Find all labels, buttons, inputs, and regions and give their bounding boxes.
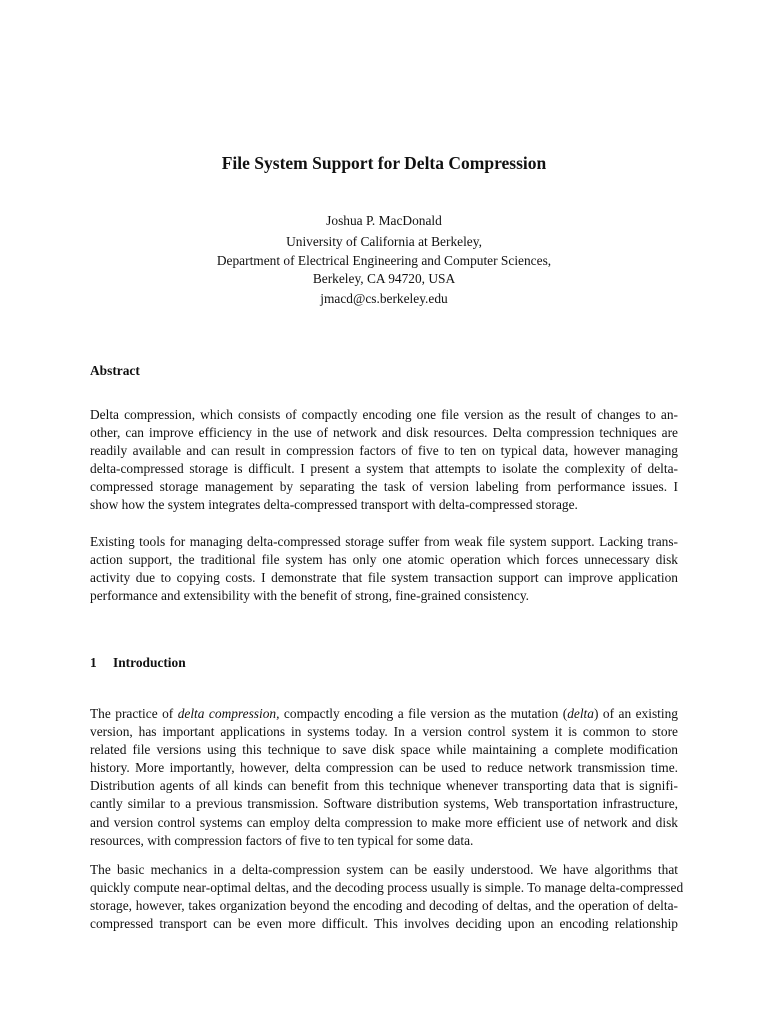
text-line: Existing tools for managing delta-compressed storage suffer from weak file system support. Lacking trans- [90,534,678,549]
text-line: version, has important applications in systems today. In a version control system it is common to store [90,724,678,740]
author-email: jmacd@cs.berkeley.edu [320,291,448,306]
author-affiliation [0,233,768,289]
text-line: resources, with compression factors of five to ten typical for some data. [90,832,474,848]
emphasis-term: delta compression, [177,706,280,721]
text-line: activity due to copying costs. I demonstrate that file system transaction support can improve application [90,570,678,586]
affiliation-line: Department of Electrical Engineering and Computer Sciences, [216,252,552,268]
intro-paragraph-1 [90,705,678,850]
text-line: delta-compressed storage is difficult. I present a system that attempts to isolate the complexity of delta- [90,461,678,477]
text-line: related file versions using this technique to save disk space while maintaining a complete modification [90,742,678,758]
abstract-paragraph-2 [90,533,678,605]
text-line: storage, however, takes organization beyond the encoding and decoding of deltas, and the operation of delta- [90,898,678,914]
affiliation-line: University of California at Berkeley, [286,234,482,249]
text-line: compressed transport can be even more difficult. This involves deciding upon an encoding relationship [90,916,678,932]
text-line: and version control systems can employ delta compression to make more efficient use of network and disk [90,814,678,830]
text-line: readily available and can result in compression factors of five to ten on typical data, however managing [90,443,678,459]
affiliation-line: Berkeley, CA 94720, USA [312,271,456,286]
text-line: Delta compression, which consists of compactly encoding one file version as the result of changes to an- [90,407,678,422]
paper-title: File System Support for Delta Compression [221,153,547,173]
intro-paragraph-2 [90,861,684,933]
text-line: other, can improve efficiency in the use of network and disk resources. Delta compression techniques are [90,425,678,441]
text-line: show how the system integrates delta-compressed transport with delta-compressed storage. [90,497,578,513]
text-fragment: The practice of [90,706,178,721]
abstract-paragraph-1 [90,406,678,515]
section-number: 1 [90,655,97,670]
text-line: compressed storage management by separating the task of version labeling from performance issues. I [90,479,678,495]
emphasis-term: delta [567,706,594,721]
abstract-heading: Abstract [90,363,140,378]
text-line: Distribution agents of all kinds can benefit from this technique whenever transporting data that is signifi- [90,778,678,794]
text-line: action support, the traditional file system has only one atomic operation which forces unnecessary disk [90,552,678,568]
text-line: quickly compute near-optimal deltas, and the decoding process usually is simple. To manage delta-compressed [90,880,684,896]
section-title: Introduction [113,655,186,670]
text-line: The basic mechanics in a delta-compression system can be easily understood. We have algorithms that [90,862,678,877]
text-line: history. More importantly, however, delta compression can be used to reduce network transmission time. [90,760,678,776]
text-fragment: ) of an existing [593,706,678,721]
text-line [90,705,678,723]
text-fragment: compactly encoding a file version as the mutation ( [279,706,568,721]
text-line: cantly similar to a previous transmission. Software distribution systems, Web transportation infrastructure, [90,796,678,812]
author-name: Joshua P. MacDonald [326,213,442,228]
text-line: performance and extensibility with the benefit of strong, fine-grained consistency. [90,588,530,604]
section-heading-introduction [90,654,186,672]
